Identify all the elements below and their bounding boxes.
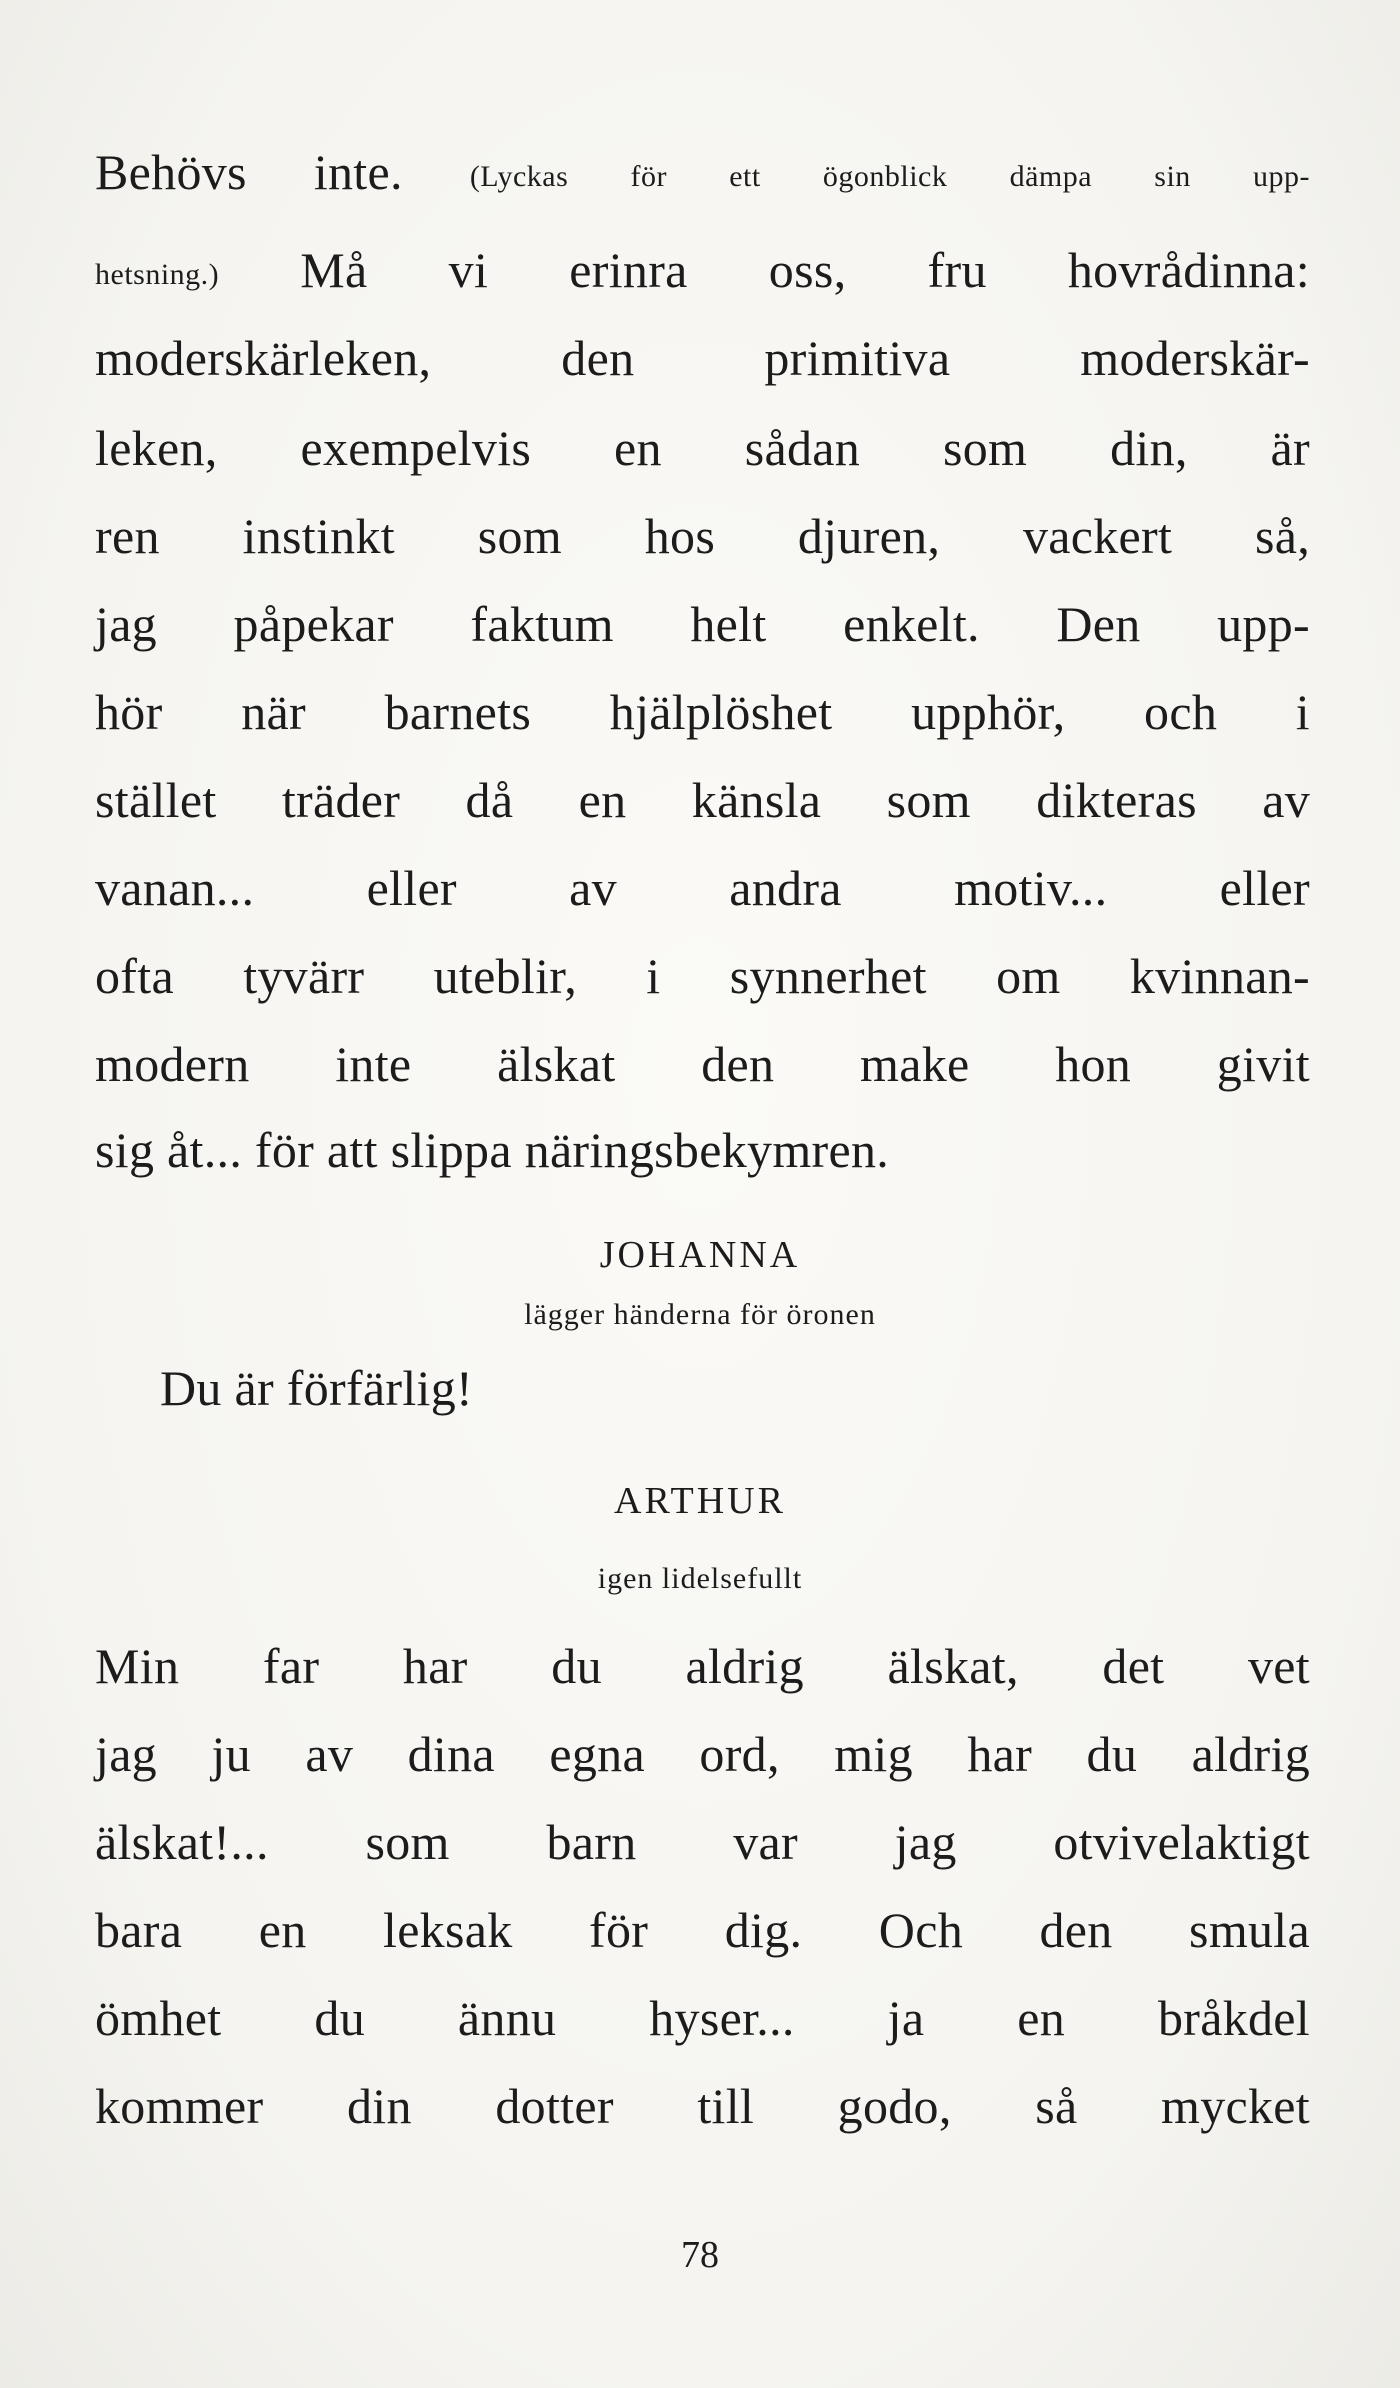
dialogue-line: Du är förfärlig! (160, 1360, 473, 1416)
text-line: ren instinkt som hos djuren, vackert så, (95, 508, 1310, 564)
stage-direction: igen lidelsefullt (597, 1562, 803, 1595)
stage-direction-inline: (Lyckas för ett ögonblick dämpa sin upp- (469, 160, 1310, 193)
line-rest: Må vi erinra oss, fru hovrådinna: (300, 242, 1310, 298)
text-line (95, 240, 1310, 305)
speaker-name-johanna: JOHANNA (599, 1234, 801, 1276)
line-start: Behövs inte. (95, 144, 403, 200)
text-line: kommer din dotter till godo, så mycket (95, 2078, 1310, 2134)
text-line: älskat!... som barn var jag otvivelaktigt (95, 1814, 1310, 1870)
stage-direction-inline: hetsning.) (95, 258, 220, 291)
text-line: sig åt... för att slippa näringsbekymren. (95, 1122, 890, 1178)
text-line: jag påpekar faktum helt enkelt. Den upp- (95, 596, 1310, 652)
text-line: moderskärleken, den primitiva moderskär- (95, 330, 1310, 386)
text-line: vanan... eller av andra motiv... eller (95, 860, 1310, 916)
text-line: bara en leksak för dig. Och den smula (95, 1902, 1310, 1958)
stage-direction: lägger händerna för öronen (524, 1298, 876, 1331)
speaker-name-arthur: ARTHUR (614, 1480, 786, 1522)
page-number: 78 (681, 2234, 719, 2276)
text-line: ofta tyvärr uteblir, i synnerhet om kvinnan- (95, 948, 1310, 1004)
text-line: stället träder då en känsla som dikteras av (95, 772, 1310, 828)
text-line: Min far har du aldrig älskat, det vet (95, 1638, 1310, 1694)
text-line: jag ju av dina egna ord, mig har du aldrig (95, 1726, 1310, 1782)
text-line: ömhet du ännu hyser... ja en bråkdel (95, 1990, 1310, 2046)
text-line: hör när barnets hjälplöshet upphör, och i (95, 684, 1310, 740)
text-line: modern inte älskat den make hon givit (95, 1036, 1310, 1092)
text-line (95, 142, 1310, 207)
text-line: leken, exempelvis en sådan som din, är (95, 420, 1310, 476)
